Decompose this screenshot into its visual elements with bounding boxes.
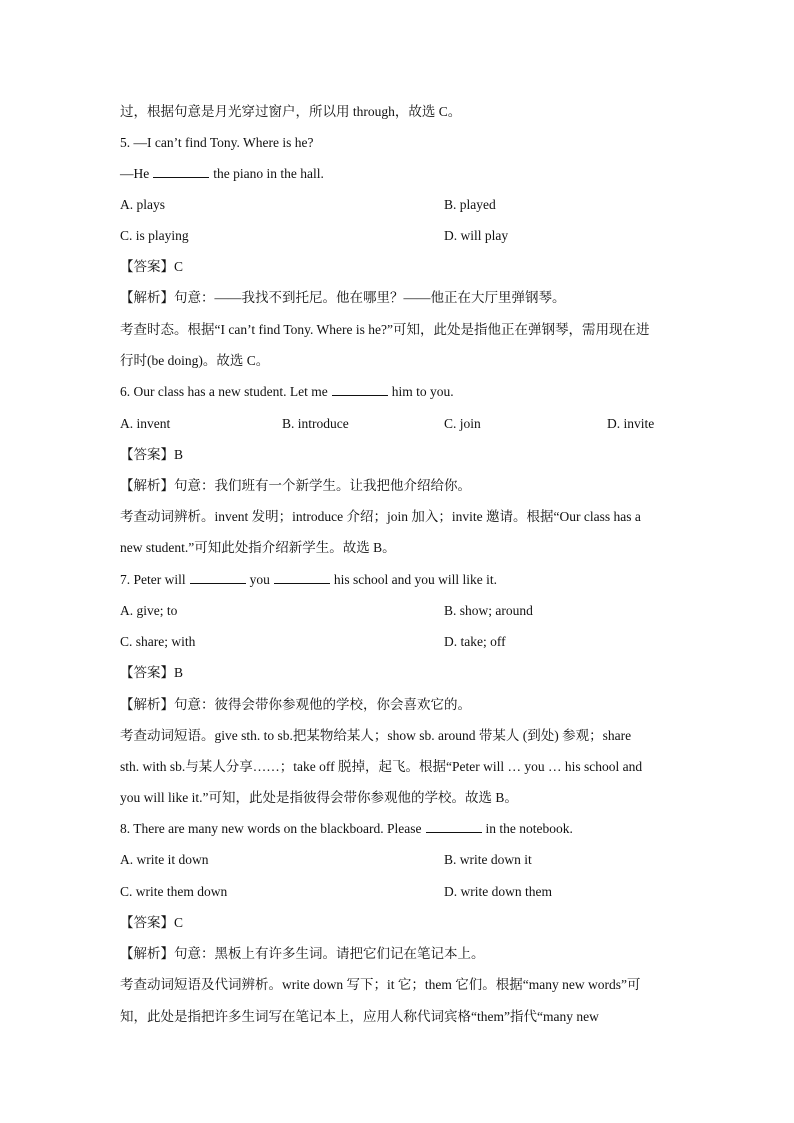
q5-blank [153,165,209,178]
q5-option-b: B. played [444,197,496,212]
q5-option-a: A. plays [120,197,165,212]
q7-stem [120,570,676,590]
q6-stem [120,382,676,402]
q7-stem-part1: 7. Peter will [120,572,186,587]
q6-analysis-line2: 考查动词辨析。invent 发明；introduce 介绍；join 加入；invite 邀请。根据“Our class has a [120,509,641,524]
q6-analysis-line1: 【解析】句意：我们班有一个新学生。让我把他介绍给你。 [120,478,471,493]
q8-option-d: D. write down them [444,884,552,899]
q7-analysis-line4: you will like it.”可知，此处是指彼得会带你参观他的学校。故选 B。 [120,790,518,805]
q8-stem [120,819,676,839]
q6-blank [332,383,388,396]
q7-option-b: B. show; around [444,603,533,618]
q6-option-a: A. invent [120,416,171,431]
q6-answer: 【答案】B [120,447,184,462]
q8-stem-after-blank: in the notebook. [485,821,573,836]
q8-option-a: A. write it down [120,852,209,867]
q7-option-a: A. give; to [120,603,178,618]
q5-stem-before-blank: —He [120,166,150,181]
q5-analysis-line3: 行时(be doing)。故选 C。 [120,353,270,368]
q8-answer: 【答案】C [120,915,184,930]
q8-analysis-line3: 知，此处是指把许多生词写在笔记本上，应用人称代词宾格“them”指代“many new [120,1009,599,1024]
q5-option-d: D. will play [444,228,509,243]
q5-analysis-line1: 【解析】句意：——我找不到托尼。他在哪里？——他正在大厅里弹钢琴。 [120,290,566,305]
continued-analysis-line: 过，根据句意是月光穿过窗户，所以用 through，故选 C。 [120,104,462,119]
q6-analysis-line3: new student.”可知此处指介绍新学生。故选 B。 [120,540,396,555]
q5-option-c: C. is playing [120,228,189,243]
q6-stem-after-blank: him to you. [391,384,454,399]
q7-option-c: C. share; with [120,634,196,649]
q6-option-b: B. introduce [282,416,349,431]
q8-option-b: B. write down it [444,852,532,867]
q7-blank-2 [274,571,330,584]
q8-analysis-line1: 【解析】句意：黑板上有许多生词。请把它们记在笔记本上。 [120,946,485,961]
q8-blank [426,820,482,833]
q7-stem-part3: his school and you will like it. [333,572,497,587]
q8-option-c: C. write them down [120,884,228,899]
q6-option-c: C. join [444,416,481,431]
q7-analysis-line2: 考查动词短语。give sth. to sb.把某物给某人；show sb. around 带某人 (到处) 参观；share [120,728,632,743]
q7-blank-1 [190,571,246,584]
q6-stem-before-blank: 6. Our class has a new student. Let me [120,384,328,399]
q8-analysis-line2: 考查动词短语及代词辨析。write down 写下；it 它；them 它们。根据“many new words”可 [120,977,641,992]
q8-stem-before-blank: 8. There are many new words on the blackboard. Please [120,821,422,836]
q7-option-d: D. take; off [444,634,506,649]
q5-stem-line1: 5. —I can’t find Tony. Where is he? [120,135,314,150]
q7-analysis-line1: 【解析】句意：彼得会带你参观他的学校，你会喜欢它的。 [120,697,471,712]
q5-answer: 【答案】C [120,259,184,274]
q5-stem-line2 [120,164,676,184]
q7-stem-part2: you [249,572,270,587]
q6-option-d: D. invite [607,416,655,431]
q7-analysis-line3: sth. with sb.与某人分享……；take off 脱掉，起飞。根据“Peter will … you … his school and [120,759,643,774]
q7-answer: 【答案】B [120,665,184,680]
q5-stem-after-blank: the piano in the hall. [213,166,324,181]
q5-analysis-line2: 考查时态。根据“I can’t find Tony. Where is he?”可知，此处是指他正在弹钢琴，需用现在进 [120,322,650,337]
